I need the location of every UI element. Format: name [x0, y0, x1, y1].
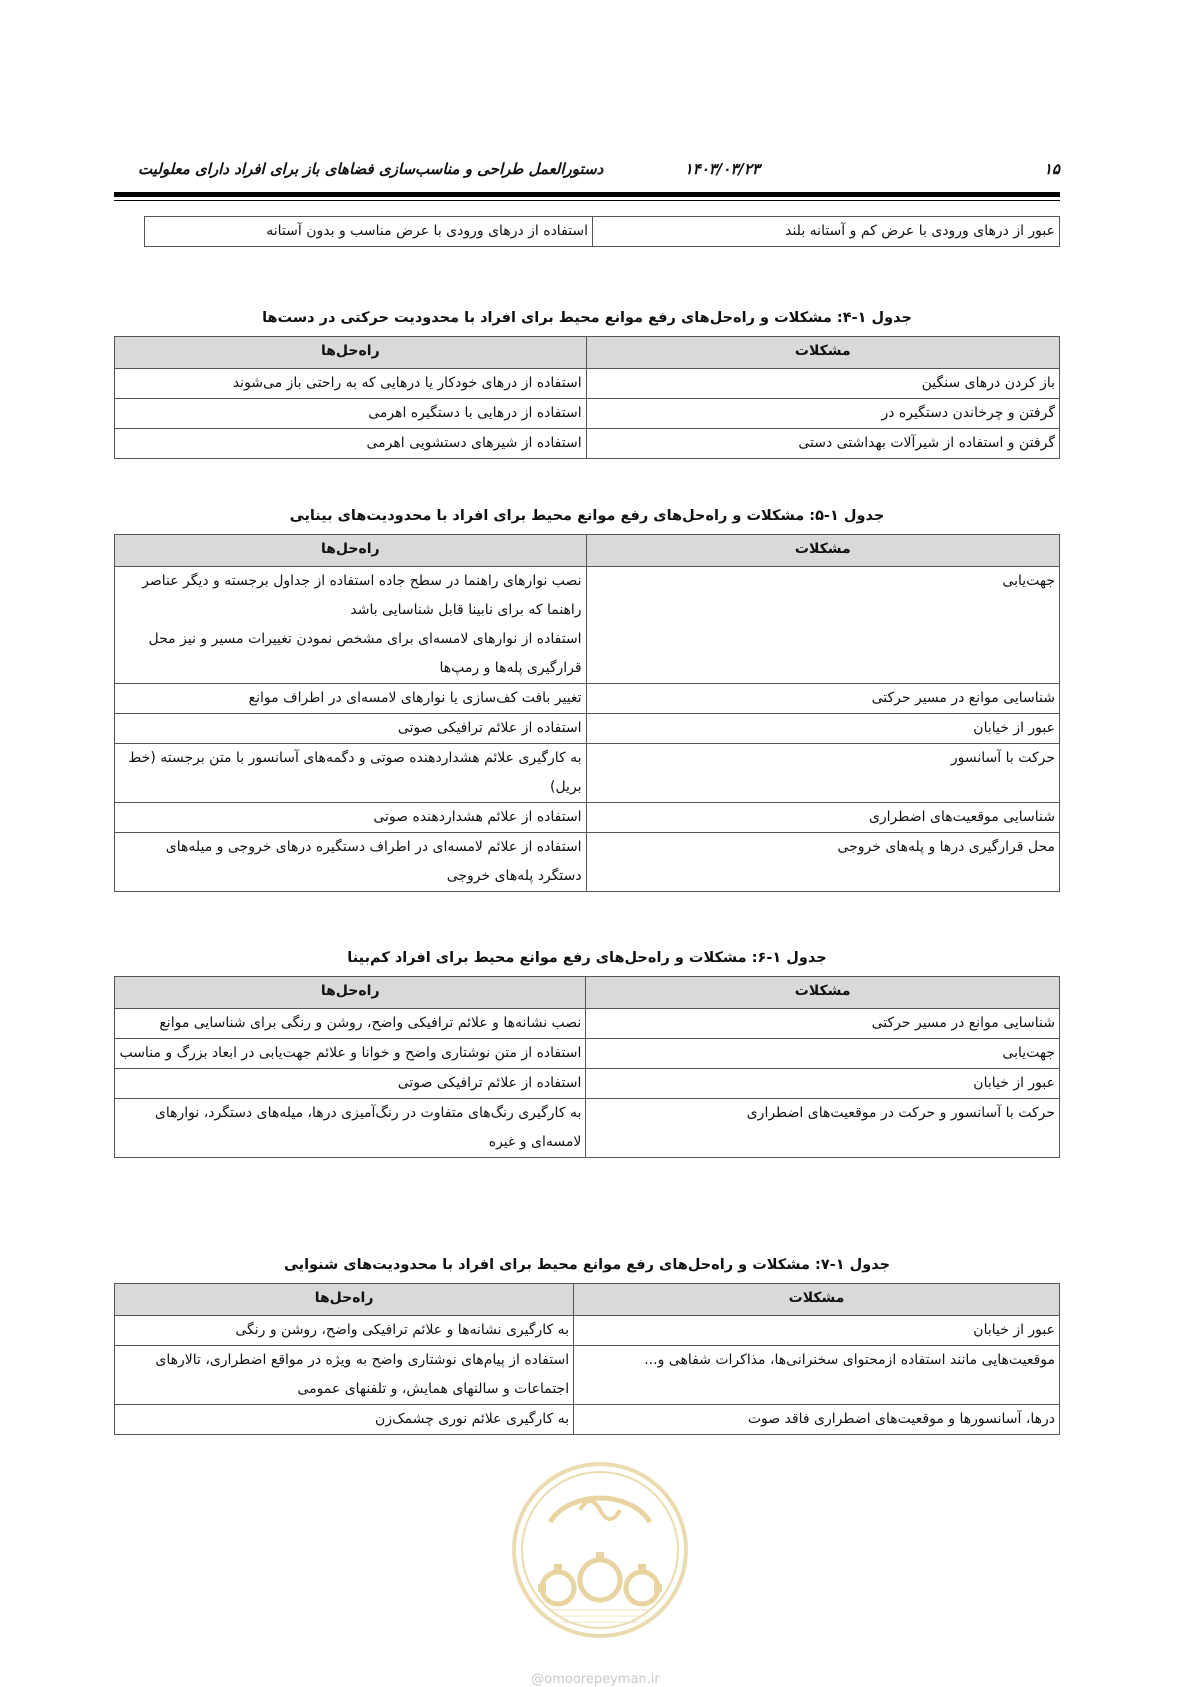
solution-cell: استفاده از علائم لامسه‌ای در اطراف دستگیره درهای خروجی و میله‌های دستگرد پله‌های خروجی — [115, 833, 587, 892]
table-caption: جدول ۱-۶: مشکلات و راه‌حل‌های رفع موانع محیط برای افراد کم‌بینا — [347, 950, 827, 966]
table-row — [115, 803, 1060, 833]
header-rule-thin — [114, 200, 1060, 201]
table-row — [115, 369, 1060, 399]
table-row — [145, 217, 1060, 247]
table-row — [115, 714, 1060, 744]
table-row — [115, 1346, 1060, 1405]
table-row — [115, 399, 1060, 429]
solution-cell: تغییر بافت کف‌سازی یا نوارهای لامسه‌ای در اطراف موانع — [115, 684, 587, 714]
problem-cell: گرفتن و چرخاندن دستگیره در — [586, 399, 1059, 429]
solution-cell: استفاده از درهای ورودی با عرض مناسب و بدون آستانه — [145, 217, 593, 247]
problem-cell: شناسایی موانع در مسیر حرکتی — [586, 684, 1059, 714]
solution-cell: استفاده از متن نوشتاری واضح و خوانا و علائم جهت‌یابی در ابعاد بزرگ و مناسب — [115, 1039, 586, 1069]
problem-cell: موقعیت‌هایی مانند استفاده ازمحتوای سخنرانی‌ها، مذاکرات شفاهی و... — [574, 1346, 1060, 1405]
table-caption: جدول ۱-۴: مشکلات و راه‌حل‌های رفع موانع محیط برای افراد با محدودیت حرکتی در دست‌ها — [262, 310, 912, 326]
solution-cell: استفاده از درهایی با دستگیره اهرمی — [115, 399, 587, 429]
column-header-solutions: راه‌حل‌ها — [115, 535, 587, 567]
column-header-problems: مشکلات — [586, 977, 1060, 1009]
solution-cell: استفاده از پیام‌های نوشتاری واضح به ویژه در مواقع اضطراری، تالارهای اجتماعات و سالنهای همایش، و تلفنهای عمومی — [115, 1346, 574, 1405]
problem-cell: شناسایی موقعیت‌های اضطراری — [586, 803, 1059, 833]
table-row — [115, 1039, 1060, 1069]
table-row — [115, 1069, 1060, 1099]
solution-cell: به کارگیری علائم نوری چشمک‌زن — [115, 1405, 574, 1435]
column-header-solutions: راه‌حل‌ها — [115, 977, 586, 1009]
solution-cell: به کارگیری نشانه‌ها و علائم ترافیکی واضح، روشن و رنگی — [115, 1316, 574, 1346]
solution-cell: نصب نشانه‌ها و علائم ترافیکی واضح، روشن و رنگی برای شناسایی موانع — [115, 1009, 586, 1039]
problem-cell: عبور از خیابان — [574, 1316, 1060, 1346]
problem-cell: گرفتن و استفاده از شیرآلات بهداشتی دستی — [586, 429, 1059, 459]
table-row — [115, 684, 1060, 714]
table-1-5 — [114, 534, 1060, 892]
table-row — [115, 1099, 1060, 1158]
problem-cell: حرکت با آسانسور — [586, 744, 1059, 803]
solution-cell: استفاده از علائم ترافیکی صوتی — [115, 714, 587, 744]
solution-cell: استفاده از علائم ترافیکی صوتی — [115, 1069, 586, 1099]
table-row — [115, 1009, 1060, 1039]
table-1-7 — [114, 1283, 1060, 1435]
column-header-solutions: راه‌حل‌ها — [115, 337, 587, 369]
column-header-problems: مشکلات — [586, 337, 1059, 369]
table-caption: جدول ۱-۷: مشکلات و راه‌حل‌های رفع موانع محیط برای افراد با محدودیت‌های شنوایی — [283, 1257, 891, 1273]
problem-cell: عبور از درهای ورودی با عرض کم و آستانه بلند — [593, 217, 1060, 247]
page-number: ۱۵ — [1043, 160, 1060, 178]
problem-cell: شناسایی موانع در مسیر حرکتی — [586, 1009, 1060, 1039]
continuation-table — [144, 216, 1060, 247]
solution-cell: به کارگیری علائم هشداردهنده صوتی و دگمه‌های آسانسور با متن برجسته (خط بریل) — [115, 744, 587, 803]
problem-cell: باز کردن درهای سنگین — [586, 369, 1059, 399]
problem-cell: عبور از خیابان — [586, 1069, 1060, 1099]
header-date: ۱۴۰۳/۰۳/۲۳ — [684, 160, 760, 178]
table-row — [115, 1405, 1060, 1435]
solution-cell: استفاده از شیرهای دستشویی اهرمی — [115, 429, 587, 459]
problem-cell: درها، آسانسورها و موقعیت‌های اضطراری فاقد صوت — [574, 1405, 1060, 1435]
table-1-4 — [114, 336, 1060, 459]
table-1-6 — [114, 976, 1060, 1158]
table-header-row — [115, 1284, 1060, 1316]
table-row — [115, 1316, 1060, 1346]
solution-cell: نصب نوارهای راهنما در سطح جاده استفاده از جداول برجسته و دیگر عناصر راهنما که برای نابینا قابل شناسایی باشد استفاده از نوارهای لامسه‌ای برای مشخص نمودن تغییرات مسیر و نیز محل قرارگیری پله‌ها و رمپ‌ها — [115, 567, 587, 684]
problem-cell: محل قرارگیری درها و پله‌های خروجی — [586, 833, 1059, 892]
solution-cell: استفاده از درهای خودکار یا درهایی که به راحتی باز می‌شوند — [115, 369, 587, 399]
table-row — [115, 744, 1060, 803]
column-header-problems: مشکلات — [574, 1284, 1060, 1316]
table-row — [115, 567, 1060, 684]
table-header-row — [115, 977, 1060, 1009]
problem-cell: حرکت با آسانسور و حرکت در موقعیت‌های اضطراری — [586, 1099, 1060, 1158]
solution-cell: استفاده از علائم هشداردهنده صوتی — [115, 803, 587, 833]
header-rule-thick — [114, 192, 1060, 197]
header-title: دستورالعمل طراحی و مناسب‌سازی فضاهای باز برای افراد دارای معلولیت — [138, 160, 604, 178]
column-header-solutions: راه‌حل‌ها — [115, 1284, 574, 1316]
running-header — [114, 160, 1060, 184]
problem-cell: جهت‌یابی — [586, 1039, 1060, 1069]
solution-cell: به کارگیری رنگ‌های متفاوت در رنگ‌آمیزی درها، میله‌های دستگرد، نوارهای لامسه‌ای و غیره — [115, 1099, 586, 1158]
column-header-problems: مشکلات — [586, 535, 1059, 567]
watermark-seal-logo — [510, 1460, 690, 1640]
problem-cell: عبور از خیابان — [586, 714, 1059, 744]
table-header-row — [115, 337, 1060, 369]
table-header-row — [115, 535, 1060, 567]
problem-cell: جهت‌یابی — [586, 567, 1059, 684]
table-row — [115, 429, 1060, 459]
table-row — [115, 833, 1060, 892]
table-caption: جدول ۱-۵: مشکلات و راه‌حل‌های رفع موانع محیط برای افراد با محدودیت‌های بینایی — [289, 508, 885, 524]
watermark-website: @omoorepeyman.ir — [531, 1672, 660, 1687]
